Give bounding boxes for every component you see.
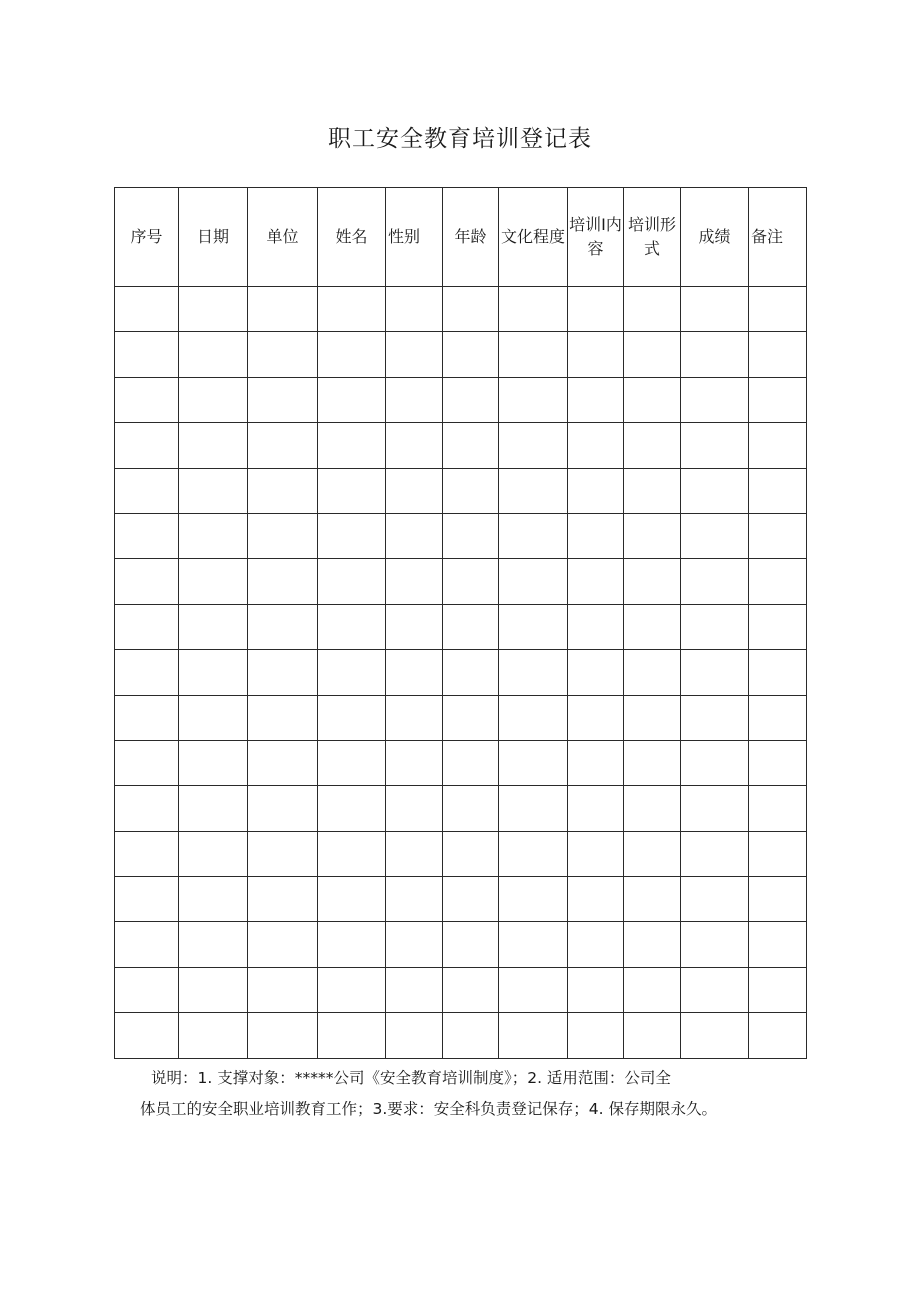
table-cell[interactable] (386, 287, 443, 332)
table-cell[interactable] (499, 877, 568, 922)
header-cell-training-form: 培训形式 (624, 188, 681, 287)
table-cell[interactable] (248, 922, 318, 967)
table-cell[interactable] (499, 559, 568, 604)
table-cell[interactable] (681, 559, 749, 604)
table-cell[interactable] (179, 922, 248, 967)
header-cell-gender: 性别 (386, 188, 443, 287)
table-cell[interactable] (624, 604, 681, 649)
table-cell[interactable] (624, 740, 681, 785)
table-cell[interactable] (749, 513, 807, 558)
table-cell[interactable] (749, 740, 807, 785)
table-cell[interactable] (443, 377, 499, 422)
table-cell[interactable] (179, 513, 248, 558)
table-cell[interactable] (443, 1013, 499, 1058)
table-cell[interactable] (318, 1013, 386, 1058)
table-cell[interactable] (443, 423, 499, 468)
table-cell[interactable] (115, 468, 179, 513)
table-cell[interactable] (443, 877, 499, 922)
table-cell[interactable] (499, 423, 568, 468)
table-cell[interactable] (499, 604, 568, 649)
table-cell[interactable] (248, 332, 318, 377)
table-cell[interactable] (681, 695, 749, 740)
header-cell-age: 年龄 (443, 188, 499, 287)
table-cell[interactable] (386, 604, 443, 649)
table-cell[interactable] (624, 1013, 681, 1058)
table-cell[interactable] (568, 513, 624, 558)
table-cell[interactable] (115, 922, 179, 967)
header-cell-index: 序号 (115, 188, 179, 287)
table-cell[interactable] (115, 967, 179, 1012)
table-cell[interactable] (681, 604, 749, 649)
table-cell[interactable] (624, 559, 681, 604)
document-title: 职工安全教育培训登记表 (328, 126, 592, 152)
header-cell-score: 成绩 (681, 188, 749, 287)
note-line-1: 说明：1. 支撑对象：*****公司《安全教育培训制度》；2. 适用范围：公司全 (151, 1069, 671, 1087)
table-cell[interactable] (248, 695, 318, 740)
table-cell[interactable] (115, 559, 179, 604)
table-cell[interactable] (568, 332, 624, 377)
table-row (115, 831, 807, 876)
table-cell[interactable] (499, 786, 568, 831)
table-cell[interactable] (386, 650, 443, 695)
table-cell[interactable] (179, 468, 248, 513)
table-cell[interactable] (248, 604, 318, 649)
table-cell[interactable] (749, 468, 807, 513)
table-cell[interactable] (624, 650, 681, 695)
explanation-note (140, 1063, 780, 1125)
table-cell[interactable] (318, 877, 386, 922)
table-cell[interactable] (179, 1013, 248, 1058)
table-cell[interactable] (115, 287, 179, 332)
table-cell[interactable] (568, 740, 624, 785)
table-cell[interactable] (568, 604, 624, 649)
table-cell[interactable] (749, 877, 807, 922)
table-row (115, 423, 807, 468)
table-cell[interactable] (386, 332, 443, 377)
table-cell[interactable] (681, 922, 749, 967)
table-cell[interactable] (624, 831, 681, 876)
table-row (115, 1013, 807, 1058)
table-body (115, 287, 807, 1059)
registration-table (114, 187, 807, 1059)
note-line-2: 体员工的安全职业培训教育工作；3.要求：安全科负责登记保存；4. 保存期限永久。 (140, 1100, 718, 1118)
table-cell[interactable] (386, 695, 443, 740)
table-row (115, 967, 807, 1012)
table-cell[interactable] (499, 695, 568, 740)
table-cell[interactable] (443, 786, 499, 831)
table-cell[interactable] (624, 922, 681, 967)
table-cell[interactable] (681, 377, 749, 422)
table-cell[interactable] (318, 695, 386, 740)
table-cell[interactable] (443, 922, 499, 967)
table-cell[interactable] (749, 377, 807, 422)
table-row (115, 287, 807, 332)
table-row (115, 513, 807, 558)
table-cell[interactable] (681, 423, 749, 468)
table-cell[interactable] (318, 287, 386, 332)
table-cell[interactable] (568, 877, 624, 922)
table-cell[interactable] (568, 423, 624, 468)
table-cell[interactable] (681, 287, 749, 332)
table-cell[interactable] (749, 423, 807, 468)
table-cell[interactable] (386, 740, 443, 785)
table-cell[interactable] (115, 377, 179, 422)
table-cell[interactable] (443, 332, 499, 377)
table-cell[interactable] (248, 967, 318, 1012)
header-row (115, 188, 807, 287)
table-cell[interactable] (179, 831, 248, 876)
table-cell[interactable] (749, 287, 807, 332)
table-cell[interactable] (568, 967, 624, 1012)
table-cell[interactable] (624, 377, 681, 422)
table-cell[interactable] (318, 786, 386, 831)
table-cell[interactable] (318, 559, 386, 604)
table-cell[interactable] (568, 831, 624, 876)
table-cell[interactable] (386, 877, 443, 922)
table-row (115, 559, 807, 604)
table-cell[interactable] (568, 695, 624, 740)
table-cell[interactable] (443, 513, 499, 558)
table-cell[interactable] (179, 967, 248, 1012)
table-cell[interactable] (318, 468, 386, 513)
table-cell[interactable] (248, 650, 318, 695)
table-cell[interactable] (681, 1013, 749, 1058)
table-cell[interactable] (568, 1013, 624, 1058)
table-cell[interactable] (248, 559, 318, 604)
table-row (115, 377, 807, 422)
table-cell[interactable] (318, 604, 386, 649)
table-cell[interactable] (443, 559, 499, 604)
table-cell[interactable] (179, 559, 248, 604)
table-cell[interactable] (443, 831, 499, 876)
table-cell[interactable] (681, 967, 749, 1012)
table-cell[interactable] (749, 922, 807, 967)
table-cell[interactable] (624, 468, 681, 513)
header-cell-unit: 单位 (248, 188, 318, 287)
table-cell[interactable] (749, 604, 807, 649)
table-cell[interactable] (681, 650, 749, 695)
table-cell[interactable] (179, 604, 248, 649)
table-cell[interactable] (179, 877, 248, 922)
table-cell[interactable] (115, 650, 179, 695)
table-cell[interactable] (624, 967, 681, 1012)
table-row (115, 650, 807, 695)
table-cell[interactable] (318, 423, 386, 468)
table-cell[interactable] (499, 513, 568, 558)
table-cell[interactable] (499, 922, 568, 967)
table-cell[interactable] (499, 740, 568, 785)
table-cell[interactable] (318, 332, 386, 377)
table-cell[interactable] (749, 967, 807, 1012)
table-cell[interactable] (749, 559, 807, 604)
header-cell-date: 日期 (179, 188, 248, 287)
table-cell[interactable] (386, 1013, 443, 1058)
table-cell[interactable] (318, 967, 386, 1012)
table-cell[interactable] (115, 1013, 179, 1058)
header-cell-name: 姓名 (318, 188, 386, 287)
table-cell[interactable] (179, 377, 248, 422)
table-row (115, 922, 807, 967)
table-cell[interactable] (568, 287, 624, 332)
table-cell[interactable] (248, 377, 318, 422)
table-cell[interactable] (318, 831, 386, 876)
table-cell[interactable] (248, 287, 318, 332)
table-cell[interactable] (681, 513, 749, 558)
table-cell[interactable] (248, 423, 318, 468)
table-cell[interactable] (386, 559, 443, 604)
table-cell[interactable] (248, 513, 318, 558)
table-cell[interactable] (248, 877, 318, 922)
table-cell[interactable] (624, 423, 681, 468)
table-cell[interactable] (681, 468, 749, 513)
table-cell[interactable] (115, 877, 179, 922)
table-row (115, 604, 807, 649)
table-cell[interactable] (179, 740, 248, 785)
table-cell[interactable] (248, 786, 318, 831)
table-row (115, 740, 807, 785)
table-cell[interactable] (179, 695, 248, 740)
table-cell[interactable] (179, 287, 248, 332)
table-cell[interactable] (386, 423, 443, 468)
table-cell[interactable] (749, 831, 807, 876)
table-cell[interactable] (499, 468, 568, 513)
table-cell[interactable] (115, 332, 179, 377)
table-cell[interactable] (318, 650, 386, 695)
table-cell[interactable] (386, 377, 443, 422)
table-cell[interactable] (499, 1013, 568, 1058)
table-cell[interactable] (624, 332, 681, 377)
table-cell[interactable] (179, 786, 248, 831)
table-cell[interactable] (624, 513, 681, 558)
table-cell[interactable] (386, 831, 443, 876)
table-cell[interactable] (115, 786, 179, 831)
table-cell[interactable] (568, 559, 624, 604)
table-cell[interactable] (115, 604, 179, 649)
table-cell[interactable] (248, 468, 318, 513)
table-cell[interactable] (443, 287, 499, 332)
table-cell[interactable] (681, 877, 749, 922)
table-cell[interactable] (115, 695, 179, 740)
table-cell[interactable] (749, 1013, 807, 1058)
table-cell[interactable] (115, 831, 179, 876)
header-cell-training-content: 培训I内容 (568, 188, 624, 287)
table-cell[interactable] (443, 468, 499, 513)
table-cell[interactable] (568, 786, 624, 831)
table-cell[interactable] (443, 740, 499, 785)
table-cell[interactable] (499, 287, 568, 332)
table-cell[interactable] (443, 650, 499, 695)
table-cell[interactable] (443, 604, 499, 649)
table-cell[interactable] (499, 332, 568, 377)
table-cell[interactable] (179, 650, 248, 695)
table-cell[interactable] (499, 967, 568, 1012)
table-cell[interactable] (318, 922, 386, 967)
table-cell[interactable] (624, 695, 681, 740)
table-cell[interactable] (179, 332, 248, 377)
table-cell[interactable] (318, 513, 386, 558)
table-cell[interactable] (386, 967, 443, 1012)
table-cell[interactable] (179, 423, 248, 468)
table-cell[interactable] (681, 786, 749, 831)
table-cell[interactable] (568, 922, 624, 967)
table-row (115, 695, 807, 740)
header-cell-remarks: 备注 (749, 188, 807, 287)
table-cell[interactable] (624, 287, 681, 332)
table-cell[interactable] (681, 831, 749, 876)
table-cell[interactable] (115, 423, 179, 468)
table-cell[interactable] (568, 468, 624, 513)
table-cell[interactable] (749, 650, 807, 695)
table-cell[interactable] (624, 877, 681, 922)
table-cell[interactable] (749, 332, 807, 377)
table-cell[interactable] (499, 831, 568, 876)
header-cell-education: 文化程度 (499, 188, 568, 287)
table-row (115, 786, 807, 831)
table-cell[interactable] (568, 650, 624, 695)
table-cell[interactable] (443, 695, 499, 740)
table-cell[interactable] (318, 377, 386, 422)
table-cell[interactable] (749, 786, 807, 831)
table-row (115, 877, 807, 922)
table-cell[interactable] (115, 740, 179, 785)
table-cell[interactable] (749, 695, 807, 740)
table-cell[interactable] (386, 922, 443, 967)
table-cell[interactable] (568, 377, 624, 422)
table-cell[interactable] (624, 786, 681, 831)
table-cell[interactable] (443, 967, 499, 1012)
table-cell[interactable] (499, 650, 568, 695)
table-cell[interactable] (681, 332, 749, 377)
table-cell[interactable] (386, 468, 443, 513)
table-cell[interactable] (386, 513, 443, 558)
table-row (115, 332, 807, 377)
table-cell[interactable] (318, 740, 386, 785)
table-cell[interactable] (386, 786, 443, 831)
table-cell[interactable] (248, 1013, 318, 1058)
table-cell[interactable] (681, 740, 749, 785)
table-cell[interactable] (115, 513, 179, 558)
table-cell[interactable] (499, 377, 568, 422)
table-cell[interactable] (248, 831, 318, 876)
table-row (115, 468, 807, 513)
table-cell[interactable] (248, 740, 318, 785)
